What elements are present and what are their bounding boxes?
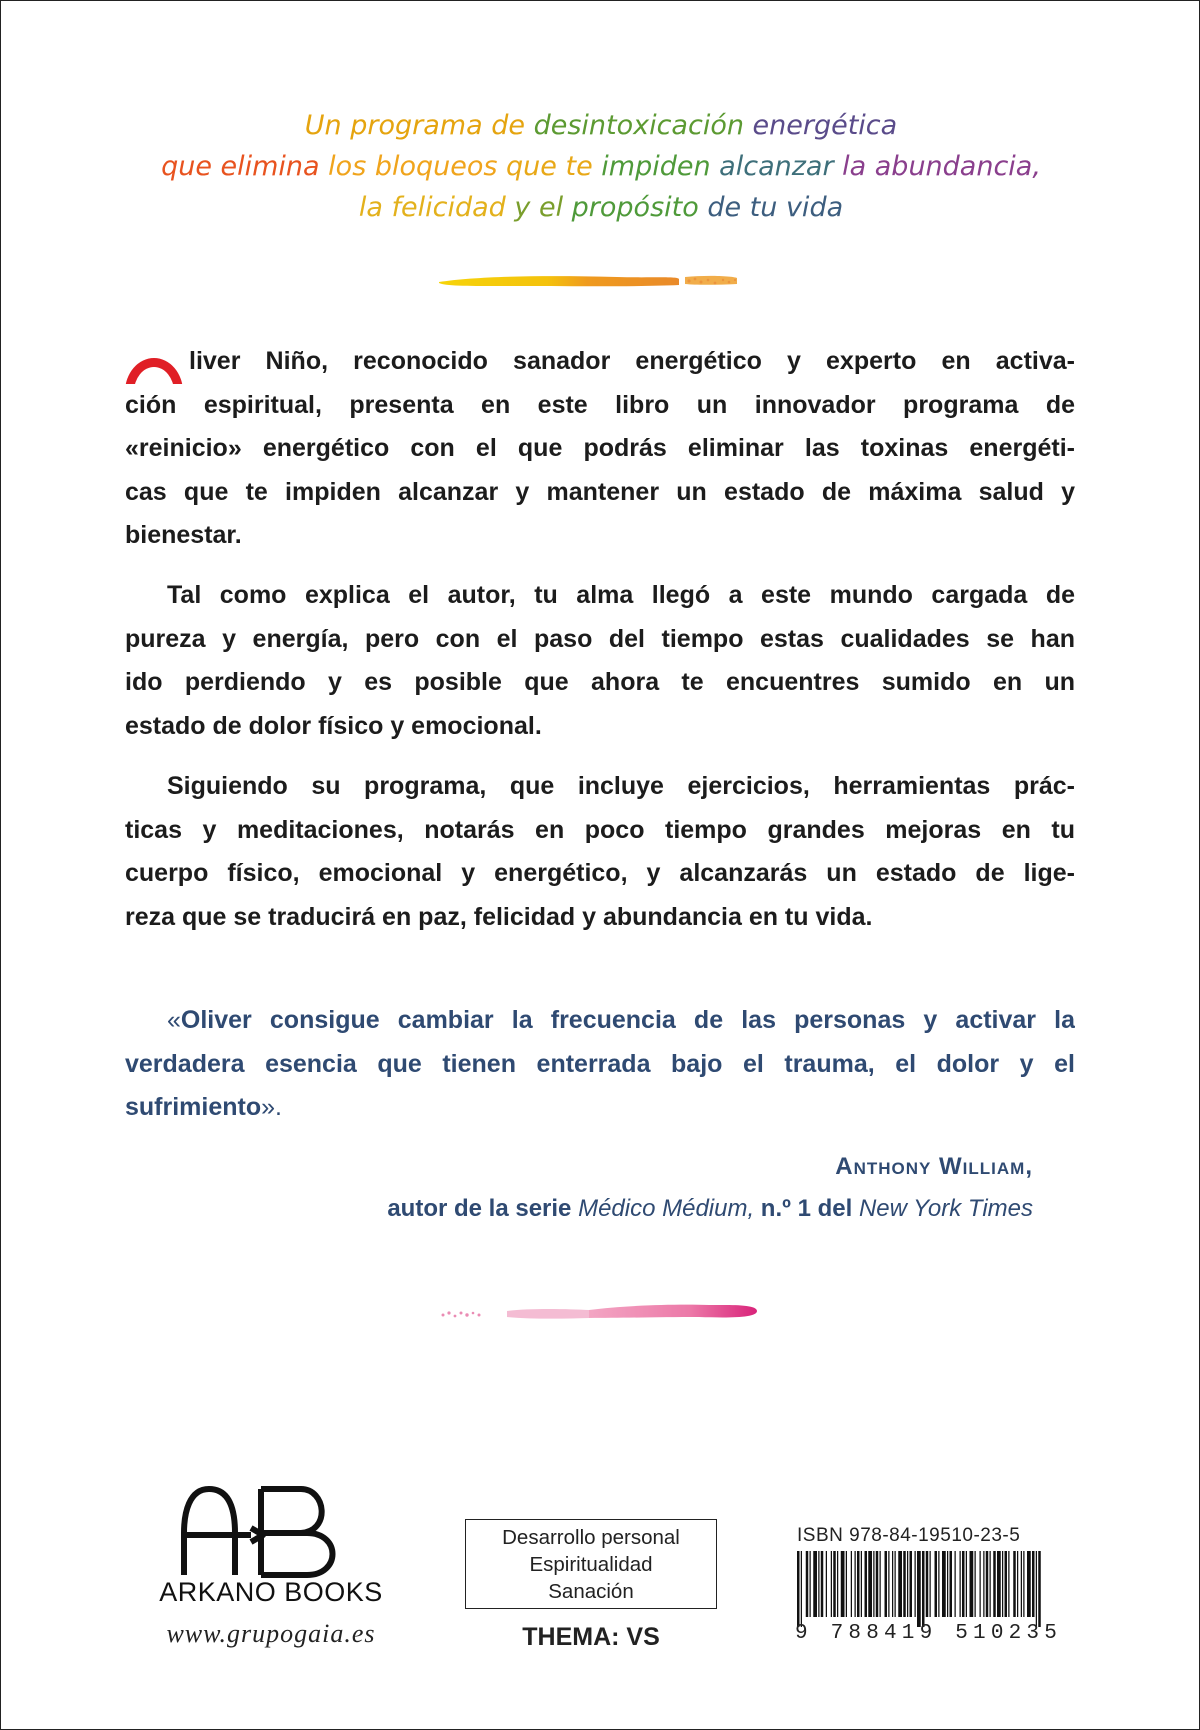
paragraph-1-line-1: liver Niño, reconocido sanador energético y experto en activa- — [125, 340, 1075, 384]
paragraph-3-line-4: reza que se traducirá en paz, felicidad y abundancia en tu vida. — [125, 902, 873, 931]
barcode-bar — [917, 1551, 921, 1627]
bottom-brush-stroke — [439, 1301, 759, 1325]
barcode-bar — [898, 1551, 902, 1617]
barcode-bar — [801, 1551, 802, 1627]
barcode-bar — [861, 1551, 862, 1617]
barcode-bar — [880, 1551, 881, 1617]
barcode-bar — [926, 1551, 929, 1617]
barcode-bar — [935, 1551, 938, 1617]
barcode-bar — [997, 1551, 1001, 1617]
paragraph-2-line-2: pureza y energía, pero con el paso del tiempo estas cualidades se han — [125, 624, 1075, 653]
arkano-books-logo-icon — [151, 1483, 391, 1583]
barcode-bar — [986, 1551, 989, 1617]
barcode-bar — [930, 1551, 931, 1617]
barcode-bar — [818, 1551, 819, 1617]
category-2: Espiritualidad — [529, 1553, 653, 1576]
barcode-bar — [895, 1551, 896, 1617]
paragraph-2-line-1: Tal como explica el autor, tu alma llegó a este mundo cargada de — [167, 581, 1075, 609]
barcode-bar — [873, 1551, 874, 1617]
barcode-bar — [806, 1551, 809, 1617]
paragraph-3-line-1: Siguiendo su programa, que incluye ejercicios, herramientas prác- — [167, 772, 1075, 800]
barcode-bar — [993, 1551, 996, 1617]
barcode-bar — [855, 1551, 856, 1617]
barcode-bar — [837, 1551, 838, 1617]
barcode-bar — [970, 1551, 974, 1617]
tagline-segment: de tu vida — [707, 192, 844, 223]
barcode-bar — [907, 1551, 908, 1617]
barcode-bar — [876, 1551, 879, 1617]
barcode-bar — [841, 1551, 845, 1617]
tagline-segment: alcanzar — [719, 151, 843, 182]
description-paragraph-3 — [125, 765, 1075, 939]
top-brush-stroke — [437, 271, 763, 291]
barcode-bar — [831, 1551, 832, 1617]
barcode-bar — [990, 1551, 991, 1617]
barcode-bar — [1023, 1551, 1024, 1617]
barcode-bar — [910, 1551, 913, 1617]
tagline-segment: y el — [514, 192, 572, 223]
thema-code: THEMA: VS — [522, 1623, 660, 1651]
quote-line-1: «Oliver consigue cambiar la frecuencia de las personas y activar la — [167, 1006, 1075, 1034]
barcode-bar — [942, 1551, 946, 1617]
barcode-bar — [857, 1551, 860, 1617]
tagline-segment: Un programa de — [304, 110, 534, 141]
tagline-segment: impiden — [601, 151, 720, 182]
isbn-label: ISBN 978-84-19510-23-5 — [797, 1525, 1021, 1546]
publisher-url: www.grupogaia.es — [166, 1619, 376, 1648]
barcode-bar — [955, 1551, 956, 1617]
tagline-segment: que te — [506, 151, 602, 182]
quote-line-3: sufrimiento». — [125, 1093, 282, 1121]
barcode-bar — [1032, 1551, 1035, 1617]
ean-digits: 9 788419 510235 — [795, 1622, 1063, 1645]
barcode-bar — [797, 1551, 800, 1627]
paragraph-1-line-3: «reinicio» energético con el que podrás eliminar las toxinas energéti- — [125, 434, 1075, 462]
barcode-bar — [983, 1551, 984, 1617]
barcode-bar — [826, 1551, 827, 1617]
barcode-bar — [960, 1551, 961, 1617]
barcode-bar — [950, 1551, 953, 1617]
category-1: Desarrollo personal — [502, 1526, 680, 1549]
barcode-bar — [892, 1551, 893, 1617]
barcode-bar — [1038, 1551, 1041, 1627]
barcode-bar — [962, 1551, 965, 1617]
barcode-bar — [980, 1551, 981, 1617]
paragraph-1-line-4: cas que te impiden alcanzar y mantener un estado de máxima salud y — [125, 477, 1075, 506]
dropcap-o — [125, 358, 183, 384]
attribution-name: Anthony William, — [835, 1153, 1033, 1180]
barcode-bar — [810, 1551, 811, 1617]
description-paragraph-2 — [125, 574, 1075, 748]
tagline-segment: los bloqueos — [328, 151, 507, 182]
barcode-bar — [851, 1551, 852, 1617]
paragraph-3-line-3: cuerpo físico, emocional y energético, y alcanzarás un estado de lige- — [125, 859, 1075, 887]
paragraph-3-line-2: ticas y meditaciones, notarás en poco tiempo grandes mejoras en tu — [125, 815, 1075, 844]
paragraph-2-line-3: ido perdiendo y es posible que ahora te encuentres sumido en un — [125, 668, 1075, 696]
barcode-bar — [1005, 1551, 1008, 1617]
barcode-bar — [813, 1551, 817, 1617]
description-paragraph-1 — [125, 340, 1075, 558]
tagline-segment: desintoxicación — [533, 110, 753, 141]
barcode-bar — [975, 1551, 976, 1617]
tagline-line-1 — [1, 105, 1200, 146]
tagline-segment: energética — [752, 110, 898, 141]
categories-box — [465, 1519, 717, 1609]
tagline — [1, 105, 1200, 228]
quote-line-2: verdadera esencia que tienen enterrada bajo el trauma, el dolor y el — [125, 1049, 1075, 1078]
paragraph-1-line-5: bienestar. — [125, 521, 242, 549]
barcode-bar — [1021, 1551, 1022, 1617]
barcode-bar — [833, 1551, 836, 1617]
barcode-bar — [1008, 1551, 1009, 1617]
tagline-segment: la felicidad — [358, 192, 515, 223]
barcode-bar — [947, 1551, 948, 1617]
category-3: Sanación — [548, 1580, 634, 1603]
barcode-icon — [795, 1551, 1045, 1629]
barcode-bar — [885, 1551, 888, 1617]
barcode-bar — [1027, 1551, 1031, 1617]
tagline-segment: que elimina — [161, 151, 329, 182]
barcode-bar — [1013, 1551, 1016, 1617]
barcode-bar — [938, 1551, 939, 1617]
barcode-bar — [846, 1551, 847, 1617]
barcode-bar — [821, 1551, 824, 1617]
barcode-bar — [1017, 1551, 1018, 1617]
paragraph-1-line-2: ción espiritual, presenta en este libro un innovador programa de — [125, 390, 1075, 419]
barcode-bar — [903, 1551, 906, 1617]
tagline-segment: propósito — [571, 192, 708, 223]
barcode-bar — [868, 1551, 872, 1617]
barcode-bar — [922, 1551, 925, 1627]
tagline-line-3 — [1, 187, 1200, 228]
barcode-bar — [888, 1551, 889, 1617]
barcode-bar — [966, 1551, 967, 1617]
endorsement-quote — [125, 999, 1075, 1130]
barcode-bar — [1036, 1551, 1037, 1627]
attribution-detail: autor de la serie Médico Médium, n.º 1 del New York Times — [387, 1195, 1033, 1222]
barcode-bar — [915, 1551, 916, 1617]
publisher-name: ARKANO BOOKS — [159, 1577, 383, 1607]
tagline-segment: la abundancia, — [842, 151, 1041, 182]
barcode-bar — [865, 1551, 868, 1617]
barcode-bar — [1002, 1551, 1003, 1617]
tagline-line-2 — [1, 146, 1200, 187]
paragraph-2-line-4: estado de dolor físico y emocional. — [125, 711, 542, 740]
